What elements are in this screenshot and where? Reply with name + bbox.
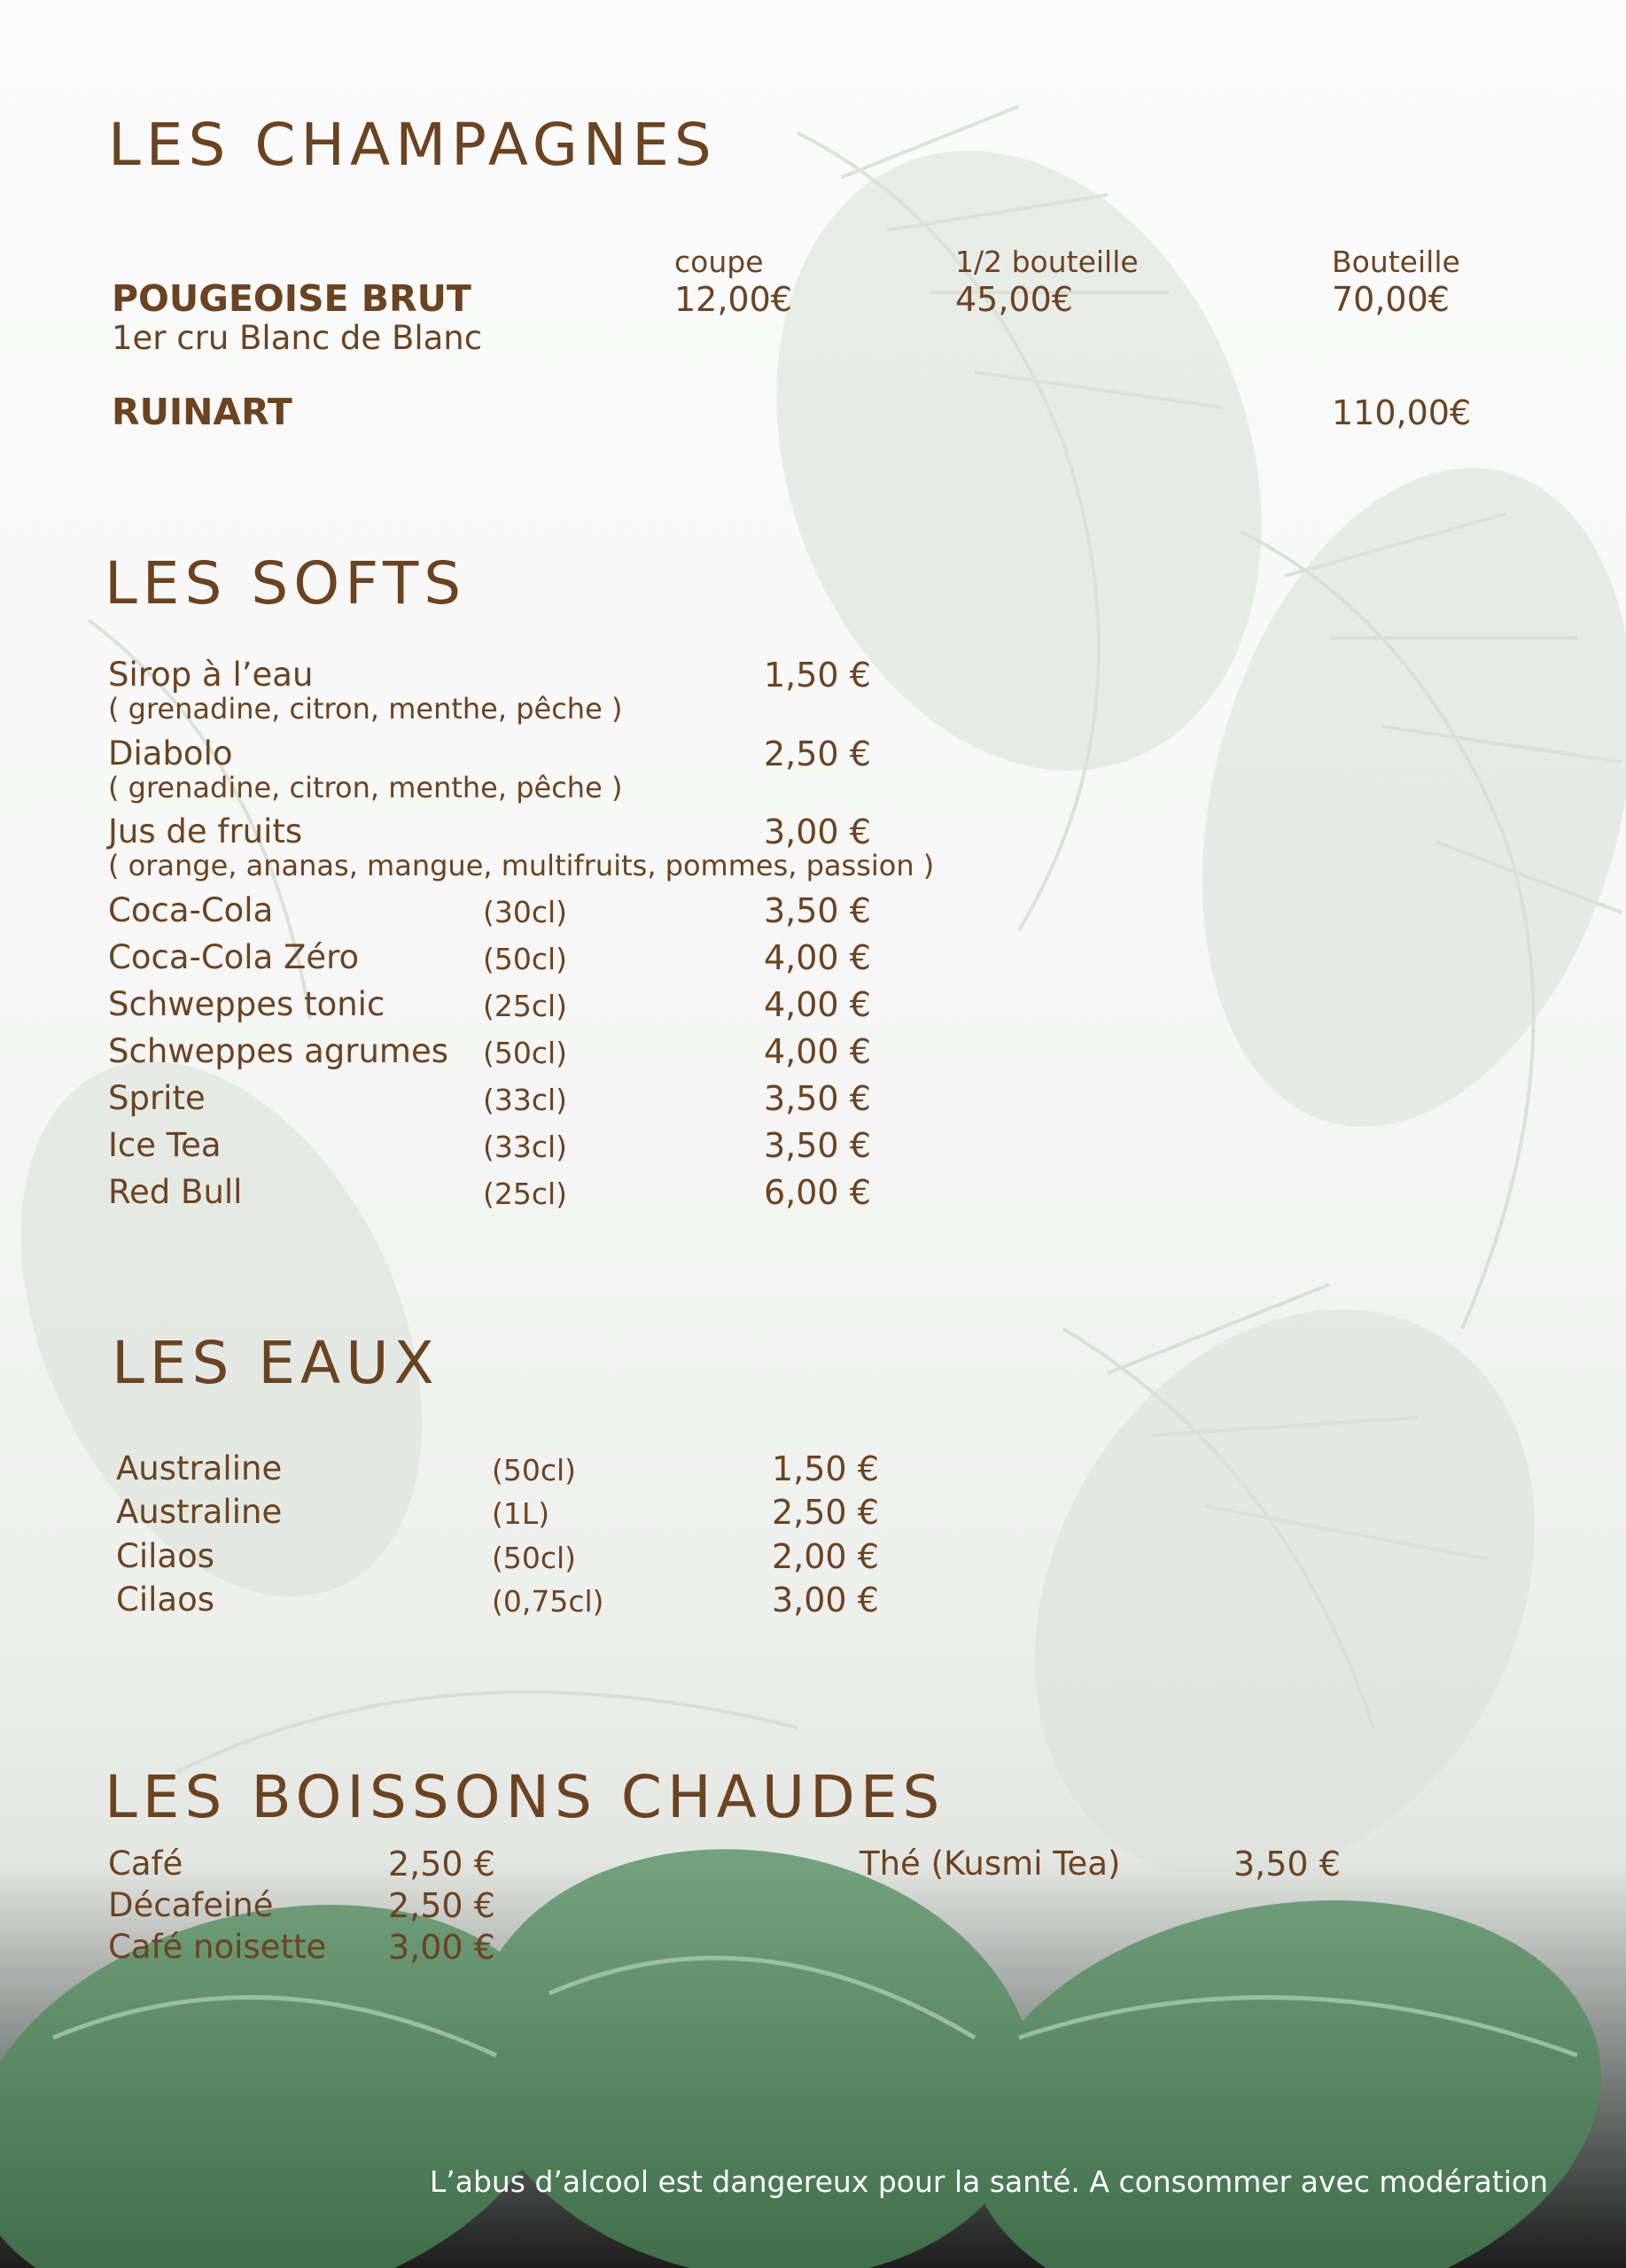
chaudes-title: LES BOISSONS CHAUDES <box>105 1763 945 1831</box>
soft-name: Red Bull <box>108 1173 243 1211</box>
hot-drink-price: 3,00 € <box>388 1928 495 1967</box>
champagnes-title: LES CHAMPAGNES <box>108 111 717 179</box>
soft-name: Sirop à l’eau <box>108 656 314 694</box>
soft-volume: (50cl) <box>483 1036 568 1070</box>
hot-drink-name: Café <box>108 1845 183 1883</box>
soft-volume: (50cl) <box>483 942 568 976</box>
soft-name: Coca-Cola <box>108 891 274 929</box>
hot-drink-name: Thé (Kusmi Tea) <box>860 1845 1121 1883</box>
champagne-price-coupe: 12,00€ <box>674 280 792 319</box>
soft-name: Diabolo <box>108 734 233 773</box>
water-volume: (50cl) <box>492 1541 577 1575</box>
soft-price: 3,00 € <box>764 812 871 851</box>
soft-price: 2,50 € <box>764 734 871 773</box>
water-name: Australine <box>116 1449 283 1487</box>
water-volume: (0,75cl) <box>492 1584 604 1619</box>
alcohol-disclaimer: L’abus d’alcool est dangereux pour la santé. A consommer avec modération <box>429 2164 1548 2199</box>
soft-price: 3,50 € <box>764 891 871 930</box>
soft-name: Jus de fruits <box>108 812 303 850</box>
soft-price: 3,50 € <box>764 1079 871 1118</box>
water-volume: (1L) <box>492 1496 550 1531</box>
soft-name: Sprite <box>108 1079 206 1117</box>
champagne-price-bottle: 110,00€ <box>1332 393 1472 432</box>
header-coupe: coupe <box>674 245 764 279</box>
soft-price: 1,50 € <box>764 656 871 695</box>
soft-name: Ice Tea <box>108 1126 222 1164</box>
water-name: Cilaos <box>116 1537 214 1575</box>
soft-volume: (25cl) <box>483 1177 568 1211</box>
soft-price: 6,00 € <box>764 1173 871 1212</box>
champagne-name: RUINART <box>112 391 292 433</box>
soft-desc: ( grenadine, citron, menthe, pêche ) <box>108 692 623 726</box>
eaux-title: LES EAUX <box>112 1329 440 1397</box>
champagne-price-bottle: 70,00€ <box>1332 280 1450 319</box>
header-bottle: Bouteille <box>1332 245 1460 279</box>
soft-price: 4,00 € <box>764 985 871 1024</box>
soft-price: 3,50 € <box>764 1126 871 1165</box>
water-price: 2,50 € <box>772 1493 879 1532</box>
water-price: 2,00 € <box>772 1537 879 1576</box>
hot-drink-name: Café noisette <box>108 1928 327 1966</box>
softs-title: LES SOFTS <box>105 549 467 617</box>
soft-volume: (25cl) <box>483 989 568 1023</box>
champagne-desc: 1er cru Blanc de Blanc <box>112 319 483 357</box>
water-name: Australine <box>116 1493 283 1531</box>
water-volume: (50cl) <box>492 1453 577 1487</box>
water-price: 3,00 € <box>772 1581 879 1619</box>
water-price: 1,50 € <box>772 1449 879 1488</box>
water-name: Cilaos <box>116 1581 214 1619</box>
soft-volume: (33cl) <box>483 1130 568 1164</box>
hot-drink-price: 2,50 € <box>388 1886 495 1925</box>
champagne-name: POUGEOISE BRUT <box>112 277 471 320</box>
soft-price: 4,00 € <box>764 938 871 977</box>
soft-name: Schweppes tonic <box>108 985 385 1023</box>
hot-drink-price: 3,50 € <box>1233 1845 1341 1884</box>
champagne-price-half: 45,00€ <box>955 280 1073 319</box>
hot-drink-price: 2,50 € <box>388 1845 495 1884</box>
header-half-bottle: 1/2 bouteille <box>955 245 1139 279</box>
soft-volume: (30cl) <box>483 895 568 929</box>
soft-name: Schweppes agrumes <box>108 1032 448 1070</box>
soft-volume: (33cl) <box>483 1083 568 1117</box>
soft-desc: ( grenadine, citron, menthe, pêche ) <box>108 771 623 804</box>
soft-price: 4,00 € <box>764 1032 871 1071</box>
soft-desc: ( orange, ananas, mangue, multifruits, pommes, passion ) <box>108 849 935 882</box>
soft-name: Coca-Cola Zéro <box>108 938 360 976</box>
hot-drink-name: Décafeiné <box>108 1886 274 1924</box>
